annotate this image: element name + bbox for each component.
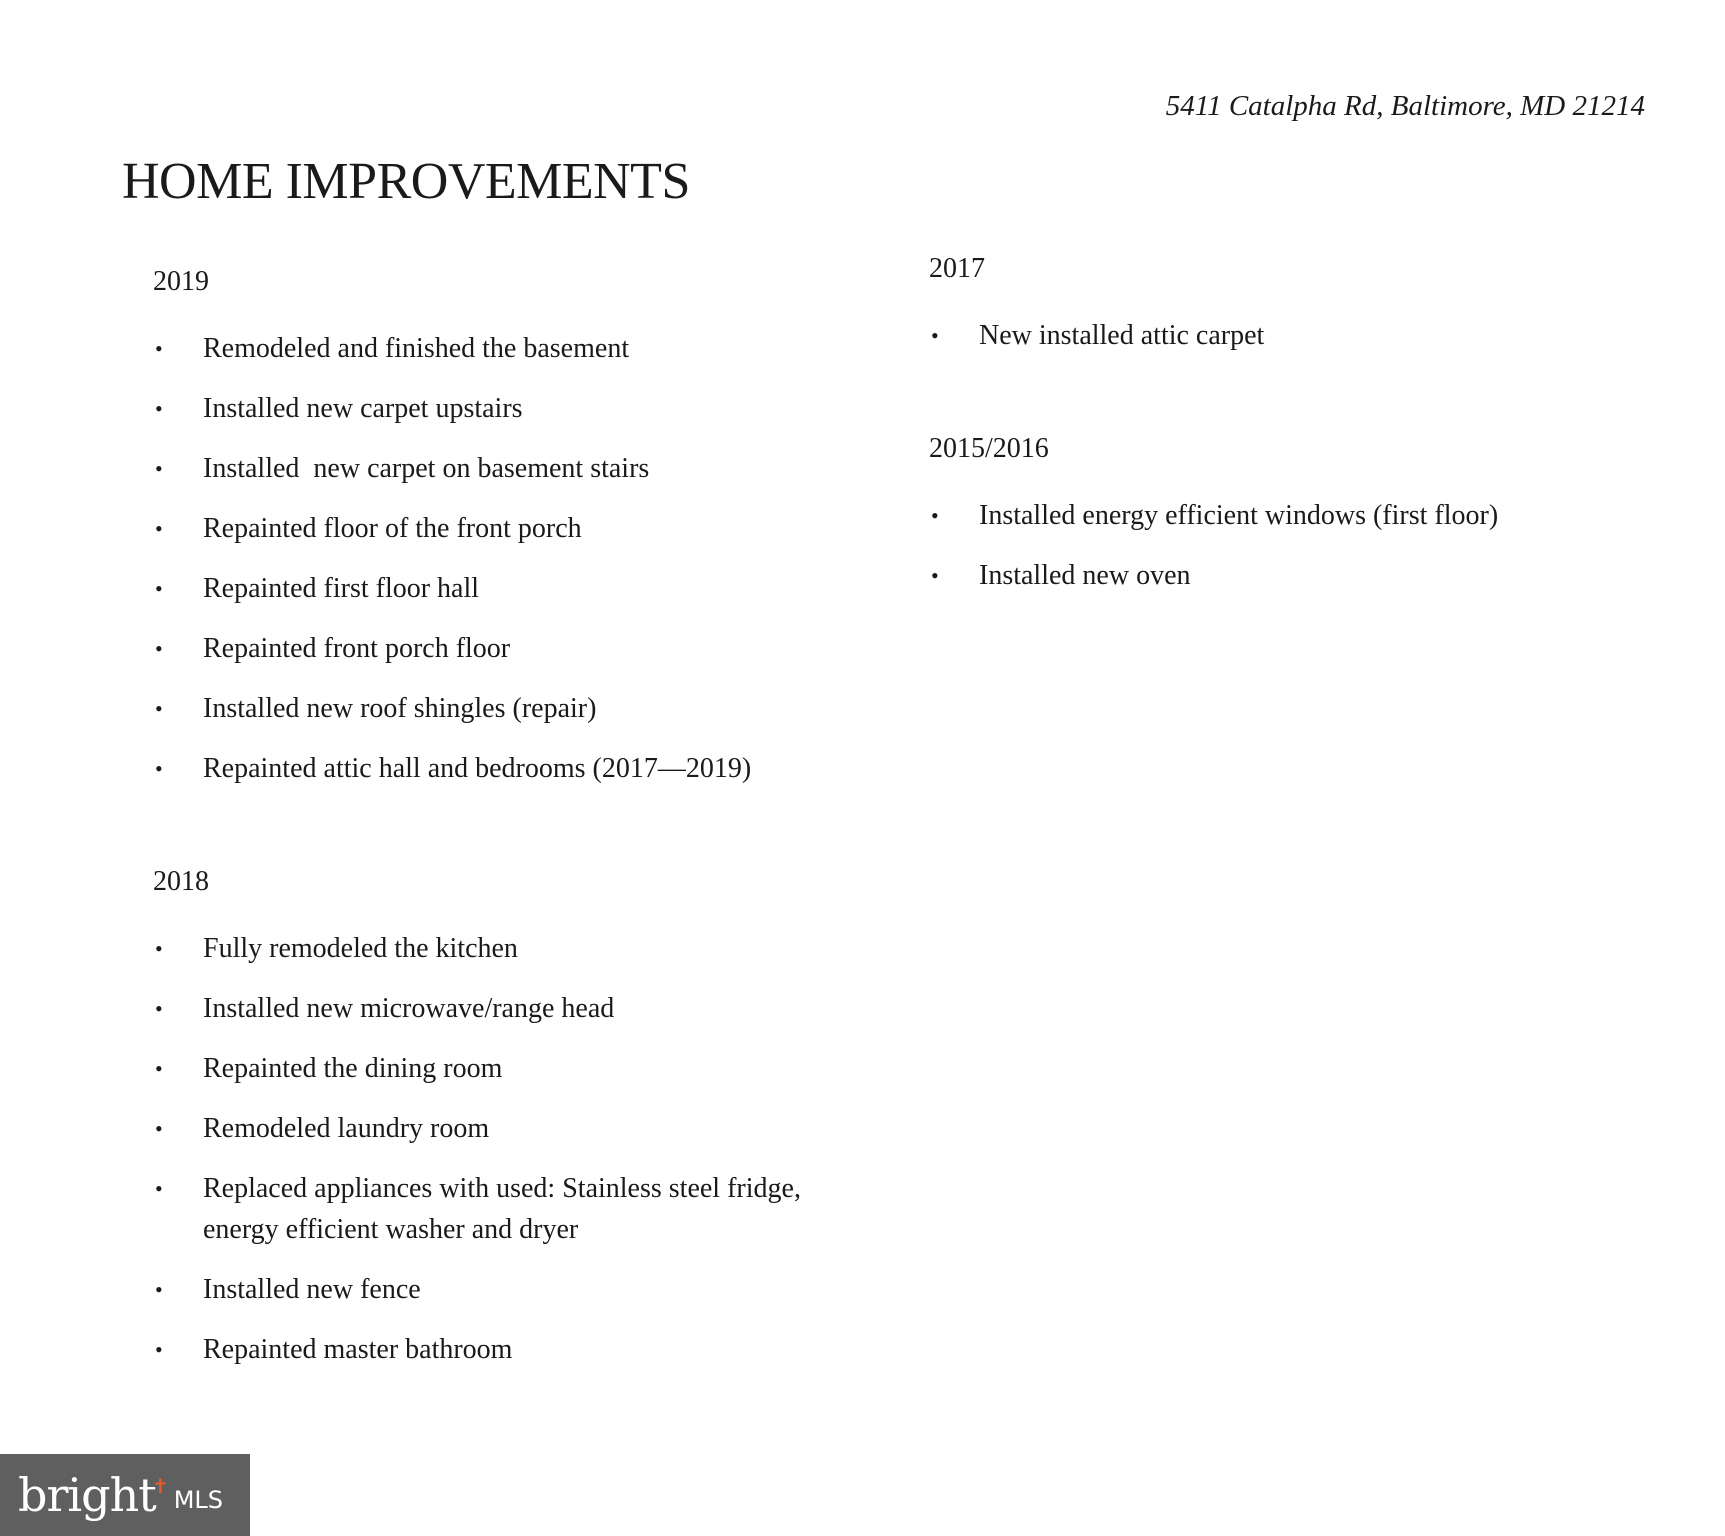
cross-icon: ✝ <box>151 1474 168 1498</box>
bullet-icon: • <box>155 336 163 361</box>
bullet-icon: • <box>931 323 939 348</box>
section-2015-2016 <box>929 431 1629 615</box>
bullet-icon: • <box>155 996 163 1021</box>
section-2019 <box>153 264 873 808</box>
property-address: 5411 Catalpha Rd, Baltimore, MD 21214 <box>1165 90 1645 122</box>
mls-text: MLS <box>173 1486 224 1514</box>
bullet-icon: • <box>155 456 163 481</box>
item-text: Installed new roof shingles (repair) <box>203 693 597 724</box>
list-item <box>153 508 873 549</box>
item-text: Installed new oven <box>979 560 1191 591</box>
bullet-icon: • <box>155 576 163 601</box>
item-text: Installed new fence <box>203 1274 421 1305</box>
list-item <box>153 928 873 969</box>
bullet-icon: • <box>155 936 163 961</box>
list-item <box>929 555 1629 596</box>
bullet-icon: • <box>155 516 163 541</box>
item-text: New installed attic carpet <box>979 320 1265 351</box>
bullet-icon: • <box>155 1277 163 1302</box>
bright-logo <box>18 1468 168 1522</box>
list-item <box>153 748 873 789</box>
item-text: Installed new carpet on basement stairs <box>203 453 650 484</box>
section-year: 2018 <box>153 866 209 897</box>
bullet-icon: • <box>155 1116 163 1141</box>
bright-mls-watermark <box>0 1454 250 1536</box>
improvement-list <box>929 315 1629 356</box>
section-year: 2019 <box>153 266 209 297</box>
bullet-icon: • <box>931 563 939 588</box>
list-item <box>929 315 1629 356</box>
page-title: HOME IMPROVEMENTS <box>122 153 690 210</box>
item-text: Replaced appliances with used: Stainless steel fridge, energy efficient washer and dryer <box>203 1173 801 1245</box>
bullet-icon: • <box>155 1056 163 1081</box>
bullet-icon: • <box>155 756 163 781</box>
section-year: 2015/2016 <box>929 433 1049 464</box>
list-item <box>153 1048 873 1089</box>
item-text: Repainted attic hall and bedrooms (2017—2019) <box>203 753 752 784</box>
list-item <box>153 1168 843 1250</box>
bullet-icon: • <box>155 1337 163 1362</box>
item-text: Repainted master bathroom <box>203 1334 513 1365</box>
section-2017 <box>929 251 1629 375</box>
list-item <box>153 448 873 489</box>
item-text: Remodeled and finished the basement <box>203 333 630 364</box>
improvement-list <box>929 495 1629 596</box>
item-text: Repainted floor of the front porch <box>203 513 582 544</box>
bullet-icon: • <box>155 636 163 661</box>
list-item <box>153 628 873 669</box>
item-text: Repainted front porch floor <box>203 633 511 664</box>
item-text: Installed new carpet upstairs <box>203 393 523 424</box>
list-item <box>153 1108 873 1149</box>
section-year: 2017 <box>929 253 985 284</box>
list-item <box>153 568 873 609</box>
item-text: Fully remodeled the kitchen <box>203 933 518 964</box>
list-item <box>153 688 873 729</box>
list-item <box>153 328 873 369</box>
section-2018 <box>153 864 873 1389</box>
list-item <box>929 495 1629 536</box>
item-text: Repainted first floor hall <box>203 573 480 604</box>
item-text: Installed energy efficient windows (first floor) <box>979 500 1499 531</box>
item-text: Remodeled laundry room <box>203 1113 490 1144</box>
brand-text: bright <box>18 1468 156 1522</box>
item-text: Installed new microwave/range head <box>203 993 615 1024</box>
item-text: Repainted the dining room <box>203 1053 503 1084</box>
improvement-list <box>153 328 873 789</box>
list-item <box>153 988 873 1029</box>
list-item <box>153 1269 873 1310</box>
bullet-icon: • <box>155 696 163 721</box>
improvement-list <box>153 928 873 1370</box>
bullet-icon: • <box>155 1176 163 1201</box>
bullet-icon: • <box>931 503 939 528</box>
list-item <box>153 388 873 429</box>
bullet-icon: • <box>155 396 163 421</box>
list-item <box>153 1329 873 1370</box>
